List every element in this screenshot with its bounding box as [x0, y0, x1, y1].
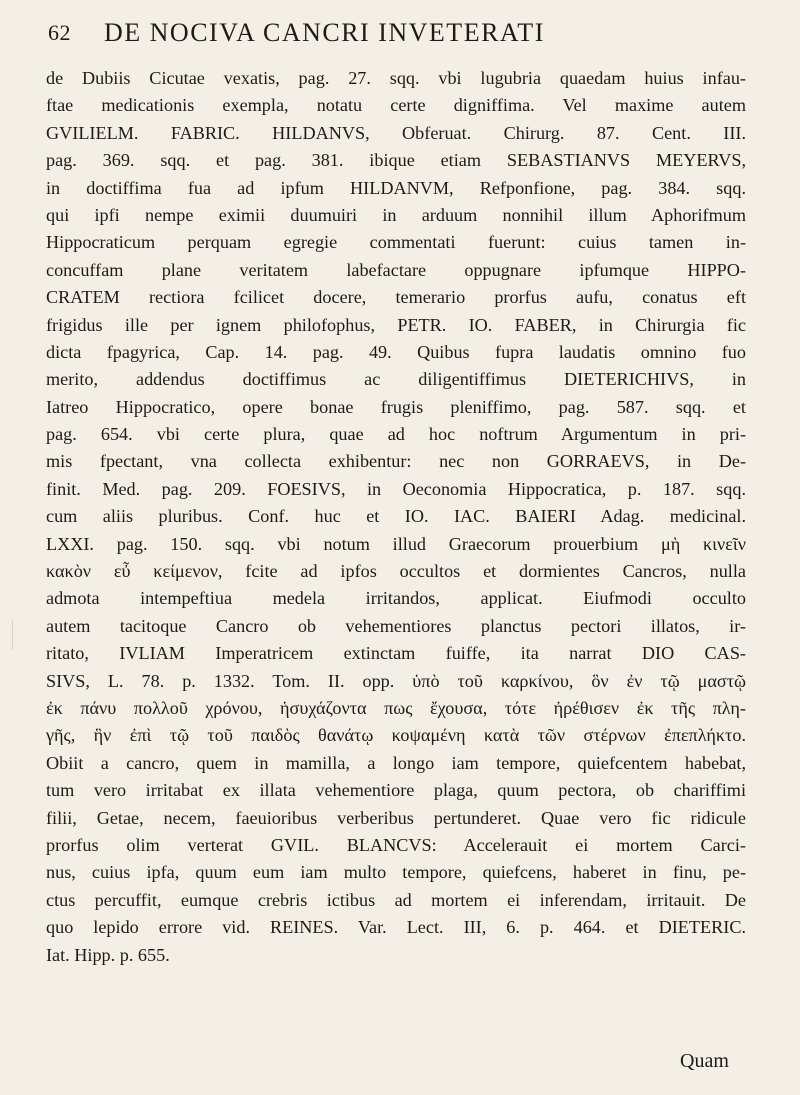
text-line: ctus percuffit, eumque crebris ictibus ad mortem ei inferendam, irritauit. De: [46, 889, 746, 910]
text-line: pag. 369. sqq. et pag. 381. ibique etiam SEBASTIANVS MEYERVS,: [46, 150, 746, 171]
text-line: LXXI. pag. 150. sqq. vbi notum illud Graecorum prouerbium μὴ κινεῖν: [46, 533, 746, 554]
running-title: DE NOCIVA CANCRI INVETERATI: [104, 18, 545, 47]
text-line: tum vero irritabat ex illata vehementiore plaga, quum pectora, ob chariffimi: [46, 780, 746, 801]
text-line: pag. 654. vbi certe plura, quae ad hoc noftrum Argumentum in pri-: [46, 424, 746, 445]
text-line: frigidus ille per ignem philofophus, PETR. IO. FABER, in Chirurgia fic: [46, 314, 746, 335]
text-line: prorfus olim verterat GVIL. BLANCVS: Accelerauit ei mortem Carci-: [46, 834, 746, 855]
text-line: filii, Getae, necem, faeuioribus verberibus pertunderet. Quae vero fic ridicule: [46, 807, 746, 828]
page-number: 62: [48, 20, 71, 45]
page-header: [40, 14, 740, 48]
text-line: CRATEM rectiora fcilicet docere, temerario prorfus aufu, conatus eft: [46, 287, 746, 308]
catchword: Quam: [680, 1050, 729, 1072]
body-text: [46, 65, 746, 969]
text-line: ἐκ πάνυ πολλοῦ χρόνου, ἡσυχάζοντα πως ἔχουσα, τότε ἠρέθισεν ἐκ τῆς πλη-: [46, 697, 746, 718]
text-line: de Dubiis Cicutae vexatis, pag. 27. sqq. vbi lugubria quaedam huius infau-: [46, 68, 746, 88]
text-line: γῆς, ἣν ἐπὶ τῷ τοῦ παιδὸς θανάτῳ κοψαμένη κατὰ τῶν στέρνων ἐπεπλήκτο.: [46, 725, 746, 746]
paper-mark: [12, 620, 19, 650]
text-line: ritato, IVLIAM Imperatricem extinctam fuiffe, ita narrat DIO CAS-: [46, 643, 746, 664]
text-line: cum aliis pluribus. Conf. huc et IO. IAC. BAIERI Adag. medicinal.: [46, 506, 746, 527]
text-line: Obiit a cancro, quem in mamilla, a longo iam tempore, quiefcentem habebat,: [46, 752, 746, 773]
text-line: Hippocraticum perquam egregie commentati fuerunt: cuius tamen in-: [46, 232, 746, 253]
text-line: SIVS, L. 78. p. 1332. Tom. II. opp. ὑπὸ τοῦ καρκίνου, ὃν ἐν τῷ μαστῷ: [46, 670, 746, 691]
text-line: ftae medicationis exempla, notatu certe digniffima. Vel maxime autem: [46, 95, 746, 116]
text-line: in doctiffima fua ad ipfum HILDANVM, Refponfione, pag. 384. sqq.: [46, 177, 746, 198]
text-line: qui ipfi nempe eximii duumuiri in arduum nonnihil illum Aphorifmum: [46, 204, 746, 225]
text-line: finit. Med. pag. 209. FOESIVS, in Oeconomia Hippocratica, p. 187. sqq.: [46, 478, 746, 499]
text-line: mis fpectant, vna collecta exhibentur: nec non GORRAEVS, in De-: [46, 451, 746, 472]
text-line: GVILIELM. FABRIC. HILDANVS, Obferuat. Chirurg. 87. Cent. III.: [46, 122, 746, 143]
text-line: Iatreo Hippocratico, opere bonae frugis pleniffimo, pag. 587. sqq. et: [46, 396, 746, 417]
text-line: admota intempeftiua medela irritandos, applicat. Eiufmodi occulto: [46, 588, 746, 609]
text-line: dicta fpagyrica, Cap. 14. pag. 49. Quibus fupra laudatis omnino fuo: [46, 341, 746, 362]
text-line: nus, cuius ipfa, quum eum iam multo tempore, quiefcens, haberet in finu, pe-: [46, 862, 746, 883]
text-line: quo lepido errore vid. REINES. Var. Lect. III, 6. p. 464. et DIETERIC.: [46, 917, 746, 938]
text-line: Iat. Hipp. p. 655.: [46, 944, 170, 965]
text-line: autem tacitoque Cancro ob vehementiores planctus pectori illatos, ir-: [46, 615, 746, 636]
text-line: κακὸν εὖ κείμενον, fcite ad ipfos occultos et dormientes Cancros, nulla: [46, 561, 746, 582]
text-line: merito, addendus doctiffimus ac diligentiffimus DIETERICHIVS, in: [46, 369, 746, 390]
text-line: concuffam plane veritatem labefactare oppugnare ipfumque HIPPO-: [46, 259, 746, 280]
